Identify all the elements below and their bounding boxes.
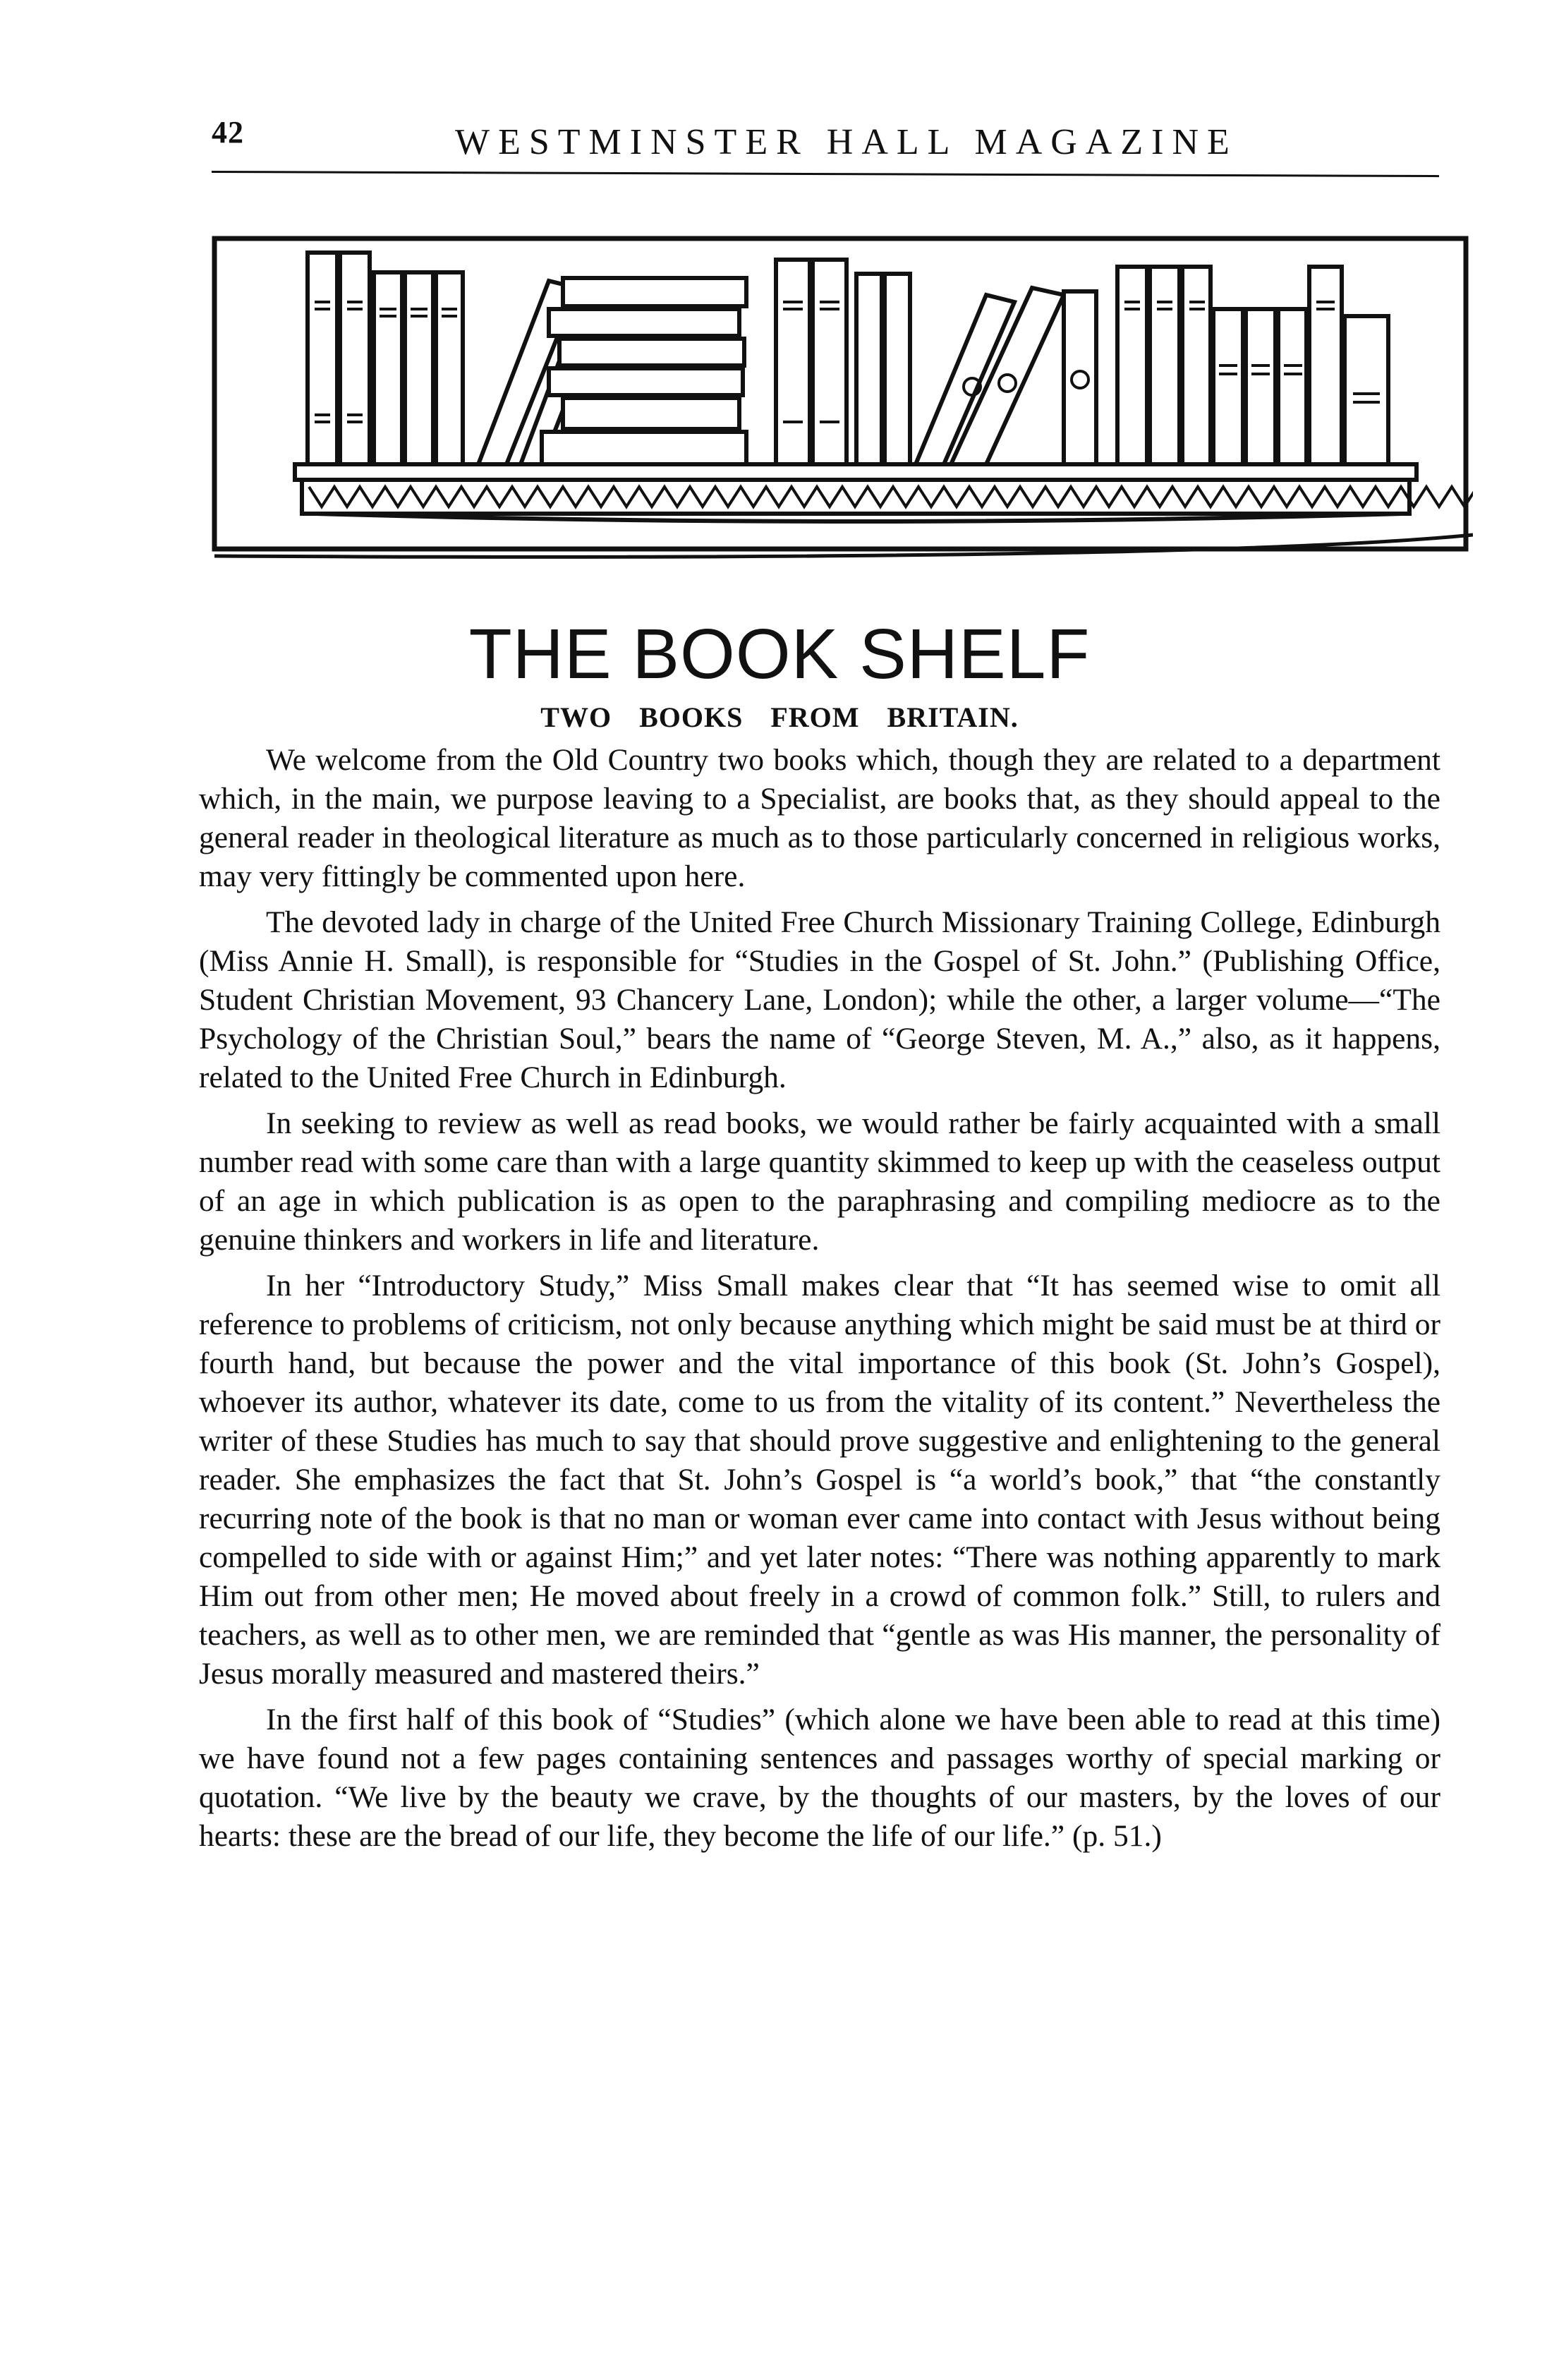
bookshelf-illustration [210, 224, 1473, 577]
page-number: 42 [212, 115, 244, 150]
article-title: THE BOOK SHELF [468, 615, 1091, 694]
running-title: WESTMINSTER HALL MAGAZINE [455, 122, 1238, 162]
paragraph: In seeking to review as well as read books, we would rather be fairly acquainted with a small number read with some care than with a large quantity skimmed to keep up with the ceaseless output of an age in which publication is as open to the paraphrasing and compiling mediocre as to the genuine thinkers and workers in life and literature. [199, 1106, 1440, 1257]
paragraph: In her “Introductory Study,” Miss Small makes clear that “It has seemed wise to omit all reference to problems of criticism, not only because anything which might be said must be at third or fourth hand, but because the power and the vital importance of this book (St. John’s Gospel), whoever its author, whatever its date, come to us from the vitality of its content.” Nevertheless the writer of these Studies has much to say that should prove suggestive and enlightening to the general reader. She emphasizes the fact that St. John’s Gospel is “a world’s book,” that “the constantly recurring note of the book is that no man or woman ever came into contact with Jesus without being compelled to side with or against Him;” and yet later notes: “There was nothing apparently to mark Him out from other men; He moved about freely in a crowd of common folk.” Still, to rulers and teachers, as well as to other men, we are reminded that “gentle as was His manner, the personality of Jesus morally measured and mastered theirs.” [199, 1269, 1440, 1691]
page-header [212, 106, 1439, 176]
paragraph: We welcome from the Old Country two books which, though they are related to a department which, in the main, we purpose leaving to a Specialist, are books that, as they should appeal to the general reader in theological literature as much as to those particularly concerned in religious works, may very fittingly be commented upon here. [199, 743, 1440, 893]
article-subtitle: TWO BOOKS FROM BRITAIN. [540, 701, 1019, 733]
article-body [199, 741, 1440, 1863]
paragraph: The devoted lady in charge of the United Free Church Missionary Training College, Edinburgh (Miss Annie H. Small), is responsible for “Studies in the Gospel of St. John.” (Publishing Office, Student Christian Movement, 93 Chancery Lane, London); while the other, a larger volume—“The Psychology of the Christian Soul,” bears the name of “George Steven, M. A.,” also, as it happens, related to the United Free Church in Edinburgh. [199, 905, 1440, 1094]
header-rule [212, 171, 1439, 177]
paragraph: In the first half of this book of “Studies” (which alone we have been able to read at this time) we have found not a few pages containing sentences and passages worthy of special marking or quotation. “We live by the beauty we crave, by the thoughts of our masters, by the loves of our hearts: these are the bread of our life, they become the life of our life.” (p. 51.) [199, 1703, 1440, 1853]
